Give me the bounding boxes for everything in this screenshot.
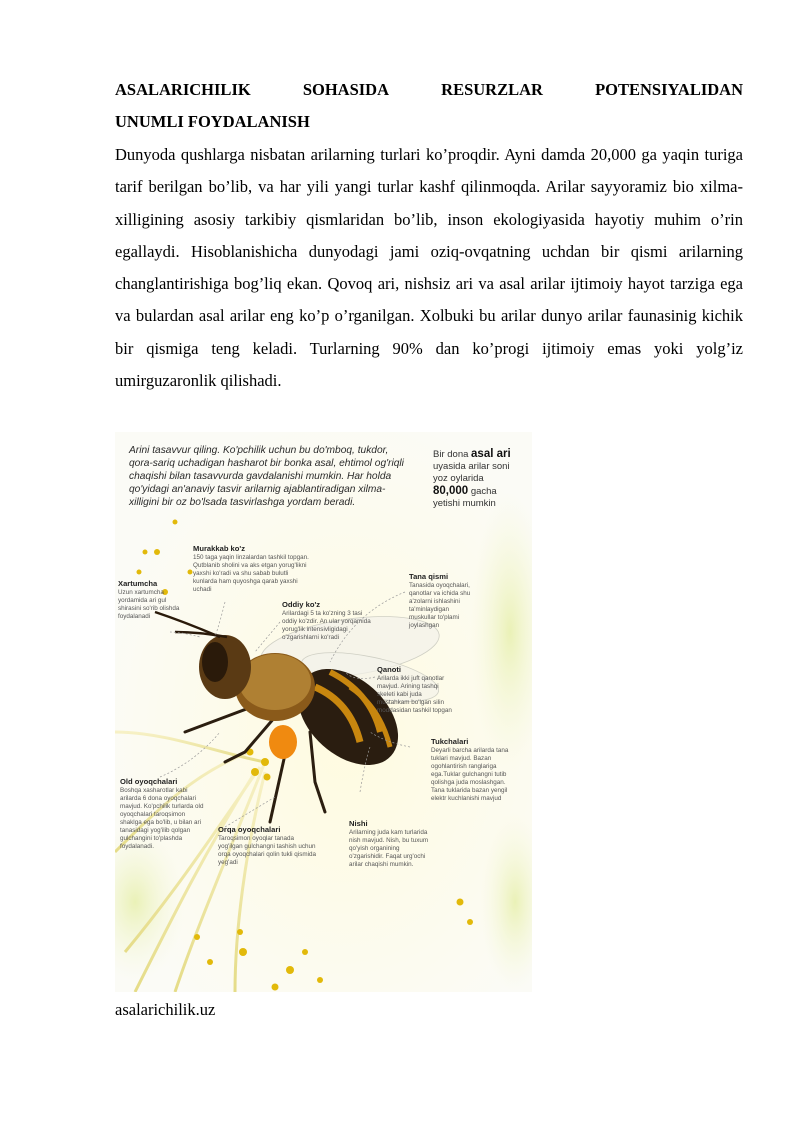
stat-line: yoz oylarida	[433, 473, 484, 484]
annotation-title: Nishi	[349, 819, 368, 828]
annotation-front-legs	[120, 777, 204, 851]
annotation-text: 150 taga yaqin linzalardan tashkil topgan. Qutblanib sholini va aks etgan yorug'likni yaxshi ko'radi va shu sabab bulutli kunlarda ham quyoshga qarab yaxshi uchadi	[193, 554, 309, 593]
annotation-text: Boshqa xasharotlar kabi arilarda 6 dona oyoqchalari mavjud. Ko'pchilik turlarda old oyoqchalari taroqsimon shaklga ega bo'lib, u bilan ari tanasidagi yog'ilib qolgan gulchangini to'plashda foydalanadi.	[120, 787, 204, 850]
annotation-simple-eye	[282, 600, 377, 642]
title-word: ASALARICHILIK	[115, 80, 251, 99]
annotation-body	[409, 572, 477, 630]
annotation-title: Oddiy ko'z	[282, 600, 321, 609]
annotation-title: Murakkab ko'z	[193, 544, 246, 553]
annotation-title: Old oyoqchalari	[120, 777, 178, 786]
annotation-text: Arilardagi 5 ta ko'zning 3 tasi oddiy ko'zdir. An ular yorqamida yorug'lik intensivligidagi o'zgarishlarni ko'radi	[282, 610, 371, 641]
title-word: SOHASIDA	[302, 80, 390, 99]
annotation-proboscis	[118, 579, 182, 621]
document-title	[115, 74, 743, 138]
annotation-text: Deyarli barcha arilarda tana tuklari mavjud. Bazan ogohlantirish ranglariga ega.Tuklar gulchangni tutib qolishga juda moslashgan. Tana tuklarida bazan yengil elektr kuchlanishi mavjud	[431, 747, 509, 802]
body-paragraph: Dunyoda qushlarga nisbatan arilarning turlari ko’proqdir. Ayni damda 20,000 ga yaqin turiga tarif berilgan bo’lib, va har yili yangi turlar kashf qilinmoqda. Arilar sayyoramiz bio xilma-xilligining asosiy tarkibiy qismlaridan bo’lib, inson ekologiyasida hayotiy muhim o’rin egallaydi. Hisoblanishicha dunyodagi jami oziq-ovqatning uchdan bir qismi arilarning changlantirishiga bog’liq ekan. Qovoq ari, nishsiz ari va asal arilar ijtimoiy hayot tarziga ega va bulardan asal arilar eng ko’p o’rganilgan. Xolbuki bu arilar dunyo arilar faunasinig kichik bir qismiga teng keladi. Turlarning 90% dan ko’progi ijtimoiy emas yoki yolg’iz umirguzaronlik qilishadi.	[115, 145, 743, 391]
annotation-compound-eye	[193, 544, 311, 594]
annotation-text: Arilarda ikki juft qanotlar mavjud. Arining tashqi skeleti kabi juda mustahkam bo'lgan silin moddasidan tashkil topgan	[377, 675, 452, 714]
annotation-wings	[377, 665, 453, 715]
annotation-hairs	[431, 737, 517, 803]
title-word: POTENSIYALIDAN	[595, 80, 743, 99]
annotation-text: Uzun xartumcha yordamida ari gul shirasini so'rib olishda foydalanadi	[118, 589, 180, 620]
bee-infographic	[115, 432, 532, 992]
annotation-stinger	[349, 819, 433, 869]
annotation-title: Xartumcha	[118, 579, 158, 588]
annotation-text: Tanasida oyoqchalari, qanotlar va ichida shu a'zolarni ishlashini ta'minlaydigan muskullar to'plami joylashgan	[409, 582, 471, 629]
annotation-text: Arilarning juda kam turlarida nish mavjud. Nish, bu tuxum qo'yish organining o'zgarishidir. Faqat urg'ochi arilar chaqishi mumkin.	[349, 829, 429, 868]
annotation-title: Tana qismi	[409, 572, 449, 581]
annotation-hind-legs	[218, 825, 316, 867]
title-line-1	[115, 74, 743, 106]
annotation-title: Orqa oyoqchalari	[218, 825, 281, 834]
stat-line: gacha	[470, 486, 497, 497]
stat-number: 80,000	[433, 485, 469, 497]
bee-illustration	[115, 432, 532, 992]
stat-line: Bir dona	[433, 449, 469, 460]
stat-highlight: asal ari	[471, 448, 511, 460]
annotation-title: Tukchalari	[431, 737, 469, 746]
source-caption: asalarichilik.uz	[115, 1000, 216, 1019]
title-line-2: UNUMLI FOYDALANISH	[115, 112, 310, 131]
annotation-title: Qanoti	[377, 665, 402, 674]
colony-stat	[433, 448, 529, 510]
title-word: RESURZLAR	[441, 80, 543, 99]
infographic-intro: Arini tasavvur qiling. Ko'pchilik uchun bu do'mboq, tukdor, qora-sariq uchadigan hasharot bir bonka asal, ehtimol og'riqli chaqishi bilan tasavvurda gavdalanishi mumkin. Har holda qo'yidagi an'anaviy tasvir arilarnig ajablantiradigan xilma-xilligini bir oz bo'lsada tasvirlashga yordam beradi.	[129, 445, 404, 508]
annotation-text: Taroqsimon oyoqlar tanada yog'ilgan gulchangni tashish uchun orqa oyoqchalari qolin tukli qismida yeg'adi	[218, 835, 317, 866]
stat-line: uyasida arilar soni	[433, 461, 510, 472]
stat-line: yetishi mumkin	[433, 498, 496, 509]
